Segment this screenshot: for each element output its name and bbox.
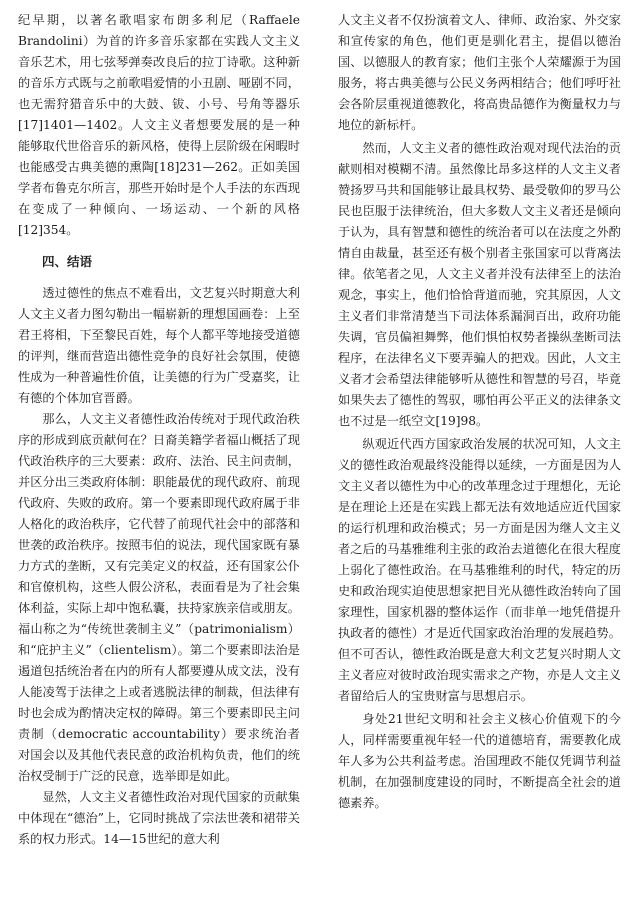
right-column: [338, 10, 621, 814]
paragraph-modern-order: 那么，人文主义者德性政治传统对于现代政治秩序的形成到底贡献何在？日裔美籍学者福山概括了现代政治秩序的三大要素：政府、法治、民主问责制，并区分出三类政府体制：职能最优的现代政府、前现代政府、失败的政府。第一个要素即现代政府属于非人格化的政治秩序，它代替了前现代社会中的部落和世袭的政治秩序。按照韦伯的说法，现代国家既有暴力方式的垄断，又有完美定义的权益，还有国家公仆和官僚机构，这些人假公济私，表面看是为了社会集体利益，实际上却中饱私囊，扶持家族亲信或朋友。福山称之为“传统世袭制主义”（patrimonialism）和“庇护主义”（clientelism）。第二个要素即法治是遏道包括统治者在内的所有人都要遵从成文法，没有人能凌驾于法律之上或者逃脱法律的制裁，但法律有时也会成为酌情决定权的障碍。第三个要素即民主问责制（democratic accountability）要求统治者对国会以及其他代表民意的政治机构负责，他们的统治权受制于广泛的民意，选举即是如此。: [18, 412, 300, 783]
left-column: [18, 10, 300, 850]
paragraph-humanist-roles: 人文主义者不仅扮演着文人、律师、政治家、外交家和宣传家的角色，他们更是驯化君主，提倡以德治国、以德服人的教育家；他们主张个人荣耀源于为国服务，将古典美德与公民义务两相结合；他们呼吁社会各阶层重视道德教化，将高贵品德作为衡量权力与地位的新标杆。: [338, 13, 621, 132]
paragraph-21st-century: 身处21世纪文明和社会主义核心价值观下的今人，同样需要重视年轻一代的道德培育，需要教化成年人多为公共利益考虑。治国理政不能仅凭调节利益机制，在加强制度建设的同时，不断提高全社会的道德素养。: [338, 712, 621, 810]
paragraph-western-development: 纵观近代西方国家政治发展的状况可知，人文主义的德性政治观最终没能得以延续，一方面是因为人文主义者以德性为中心的改革理念过于理想化，无论是在理论上还是在实践上都无法有效地适应近代国家的运行机理和政治模式；另一方面是因为继人文主义者之后的马基雅维利主张的政治去道德化在很大程度上弱化了德性政治。在马基雅维利的时代，特定的历史和政治现实迫使思想家把目光从德性政治转向了国家理性，国家机器的整体运作（而非单一地凭借提升执政者的德性）才是近代国家政治治理的发展趋势。但不可否认，德性政治既是意大利文艺复兴时期人文主义者应对彼时政治现实需求之产物，亦是人文主义者留给后人的宝贵财富与思想启示。: [338, 437, 621, 703]
paragraph-music: 纪早期，以著名歌唱家布朗多利尼（Raffaele Brandolini）为首的许多音乐家都在实践人文主义音乐艺术，用七弦琴弹奏改良后的拉丁诗歌。这种新的音乐方式既与之前歌唱爱情的小丑剧、哑剧不同，也无需狩猎音乐中的大鼓、钹、小号、号角等器乐[17]1401—1402。人文主义者想要发展的是一种能够取代世俗音乐的新风格，使得上层阶级在闲暇时也能感受古典美德的熏陶[18]231—262。正如美国学者布鲁克尔所言，那些开始时是个人手法的东西现在变成了一种倾向、一场运动、一个新的风格[12]354。: [18, 13, 300, 237]
section-heading-conclusion: 四、结语: [42, 254, 93, 269]
paragraph-rule-of-law: 然而，人文主义者的德性政治观对现代法治的贡献则相对模糊不清。虽然像比昂多这样的人文主义者赞扬罗马共和国能够让最具权势、最受敬仰的罗马公民也臣服于法律统治，但大多数人文主义者还是倾向于认为，具有智慧和德性的统治者可以在法度之外酌情自由裁量，甚至还有极个别者主张国家可以背离法律。依笔者之见，人文主义者并没有法律至上的法治观念，事实上，他们恰恰背道而驰，究其原因，人文主义者们非常清楚当下司法体系漏洞百出，政府功能失调，官员偏袒舞弊，他们惧怕权势者操纵垄断司法程序，在法律名义下要弄骗人的把戏。因此，人文主义者才会希望法律能够听从德性和智慧的号召，毕竟如果失去了德性的驾驭，哪怕再公平正义的法律条文也不过是一纸空文[19]98。: [338, 141, 621, 428]
paragraph-rule-of-virtue: 显然，人文主义者德性政治对现代国家的贡献集中体现在“德治”上，它同时挑战了宗法世袭和裙带关系的权力形式。14—15世纪的意大利: [18, 790, 300, 846]
paragraph-virtue-focus: 透过德性的焦点不难看出，文艺复兴时期意大利人文主义者力图勾勒出一幅崭新的理想国画卷：上至君王将相，下至黎民百姓，每个人都平等地接受道德的评判，继而营造出德性竞争的良好社会氛围，使德性成为一种普遍性价值，让美德的行为广受嘉奖，让有德的个体加官晋爵。: [18, 286, 300, 405]
